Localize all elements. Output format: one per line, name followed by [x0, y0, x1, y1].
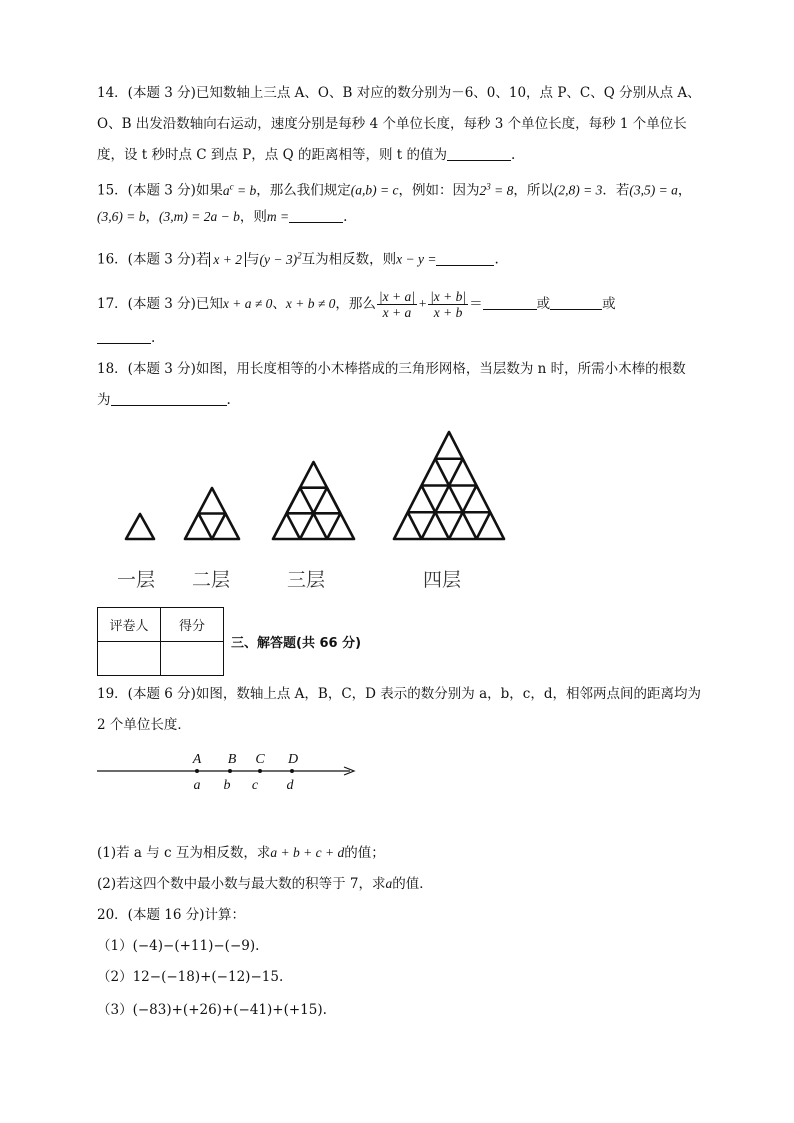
q19-line2: 2 个单位长度．: [97, 717, 191, 733]
q20-item-2: （2）12−(−18)+(−12)−15.: [97, 969, 284, 985]
q20-item-1: （1）(−4)−(+11)−(−9).: [97, 938, 260, 954]
q19-part2: (2)若这四个数中最小数与最大数的积等于 7，求a的值．: [97, 876, 433, 892]
label-layer-2: 二层: [192, 569, 231, 591]
point-label-B: B: [227, 752, 237, 767]
value-label-d: d: [286, 778, 294, 793]
q17-line2: .: [97, 328, 155, 348]
value-label-b: b: [223, 778, 231, 793]
q18-line2: 为 .: [97, 392, 231, 408]
value-label-a: a: [193, 778, 201, 793]
q14-line3: 度，设 t 秒时点 C 到点 P，点 Q 的距离相等，则 t 的值为 .: [97, 147, 516, 163]
point-label-C: C: [255, 752, 265, 767]
q19-part1: (1)若 a 与 c 互为相反数，求a + b + c + d的值；: [97, 845, 385, 861]
grader-header: 评卷人: [98, 608, 161, 642]
q15-line1: 15．(本题 3 分)如果$a^c = b$，那么我们规定(a,b) = c，例如：因为$2^3 = 8$，所以(2,8) = 3．若(3,5) = a，: [97, 181, 692, 199]
section-title: 三、解答题(共 66 分): [231, 636, 362, 651]
q20-item-3: （3）(−83)+(+26)+(−41)+(+15).: [97, 1002, 327, 1018]
label-layer-3: 三层: [287, 569, 326, 591]
q19-line1: 19．(本题 6 分)如图，数轴上点 A，B，C，D 表示的数分别为 a，b，c，d，相邻两点间的距离均为: [97, 686, 701, 702]
q14-line1: 14．(本题 3 分)已知数轴上三点 A、O、B 对应的数分别为－6、0、10，点 P、C、Q 分别从点 A、: [97, 85, 701, 101]
point-label-A: A: [192, 752, 202, 767]
q15-line2: (3,6) = b，(3,m) = 2a − b，则m = .: [97, 209, 348, 225]
q16-line: 16．(本题 3 分)若 x + 2 与$(y - 3)^2$互为相反数，则x − y = .: [97, 250, 499, 268]
value-label-c: c: [251, 778, 259, 793]
point-label-D: D: [287, 752, 299, 767]
q20-title: 20．(本题 16 分)计算：: [97, 907, 245, 923]
label-layer-1: 一层: [117, 569, 156, 591]
q17-line1: 17．(本题 3 分)已知x + a ≠ 0、x + b ≠ 0，那么 $\frac{|x + a|}{x + a}$ + $\frac{|x + b|}{x + b}$ ＝ 或 或: [97, 289, 616, 320]
label-layer-4: 四层: [423, 569, 462, 591]
q18-line1: 18．(本题 3 分)如图，用长度相等的小木棒搭成的三角形网格，当层数为 n 时，所需小木棒的根数: [97, 361, 686, 377]
score-header: 得分: [161, 608, 224, 642]
q14-line2: O、B 出发沿数轴向右运动，速度分别是每秒 4 个单位长度，每秒 3 个单位长度，每秒 1 个单位长: [97, 116, 687, 132]
